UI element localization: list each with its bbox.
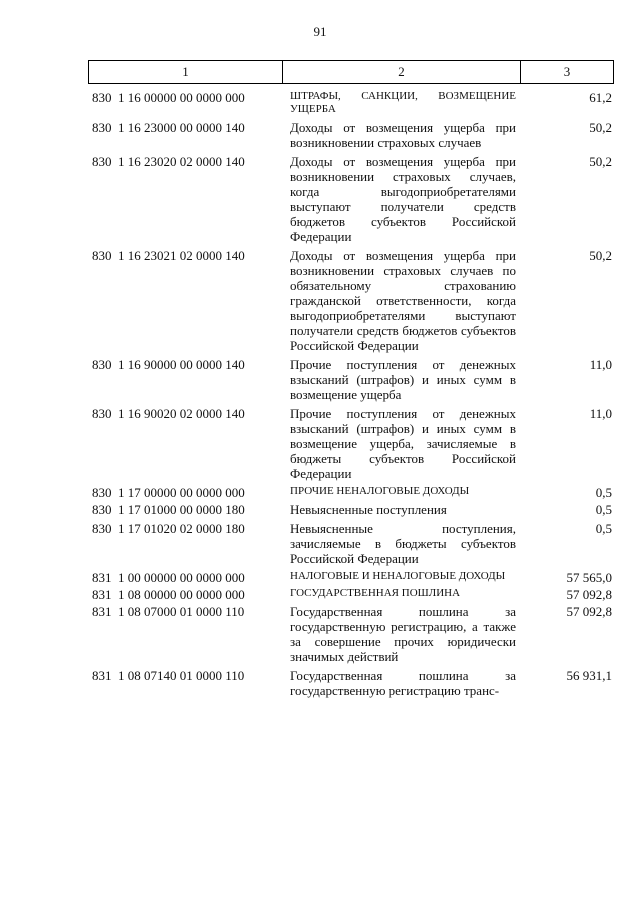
budget-code: 830 1 16 23020 02 0000 140 xyxy=(92,154,245,169)
amount: 50,2 xyxy=(589,248,612,263)
revenue-name: Доходы от возмещения ущерба при возникновении страховых случаев, когда выгодоприобретателями выступают получатели средств бюджетов субъектов Российской Федерации xyxy=(290,154,516,244)
revenue-name: Прочие поступления от денежных взысканий (штрафов) и иных сумм в возмещение ущерба xyxy=(290,357,516,402)
amount: 57 565,0 xyxy=(566,570,612,585)
budget-code: 830 1 16 90020 02 0000 140 xyxy=(92,406,245,421)
budget-code: 830 1 16 23021 02 0000 140 xyxy=(92,248,245,263)
table-row xyxy=(88,604,614,664)
revenue-name: ПРОЧИЕ НЕНАЛОГОВЫЕ ДОХОДЫ xyxy=(290,485,470,497)
revenue-name: НАЛОГОВЫЕ И НЕНАЛОГОВЫЕ ДОХОДЫ xyxy=(290,570,506,582)
amount: 56 931,1 xyxy=(566,668,612,683)
revenue-name: ШТРАФЫ, САНКЦИИ, ВОЗМЕЩЕНИЕ УЩЕРБА xyxy=(290,90,516,115)
table-row xyxy=(88,154,614,244)
table-header xyxy=(88,60,614,84)
revenue-name: Невыясненные поступления, зачисляемые в бюджеты субъектов Российской Федерации xyxy=(290,521,516,566)
table-row xyxy=(88,90,614,116)
table-row xyxy=(88,570,614,583)
budget-code: 831 1 08 07140 01 0000 110 xyxy=(92,668,245,683)
table-row xyxy=(88,668,614,698)
revenue-name: Доходы от возмещения ущерба при возникновении страховых случаев по обязательному страхованию гражданской ответственности, когда выгодоприобретателями выступают получатели средств бюджетов субъектов Российской Федерации xyxy=(290,248,516,353)
budget-code: 830 1 17 00000 00 0000 000 xyxy=(92,485,245,500)
revenue-name: Государственная пошлина за государственную регистрацию транс- xyxy=(290,668,516,698)
header-col-3: 3 xyxy=(563,64,571,79)
amount: 0,5 xyxy=(595,521,612,536)
budget-code: 830 1 17 01000 00 0000 180 xyxy=(92,502,245,517)
revenue-table xyxy=(88,60,614,698)
table-row xyxy=(88,248,614,353)
table-body xyxy=(88,90,614,698)
revenue-name: Невыясненные поступления xyxy=(290,502,447,517)
table-row xyxy=(88,587,614,600)
table-row xyxy=(88,406,614,481)
amount: 61,2 xyxy=(589,90,612,105)
table-row xyxy=(88,521,614,566)
revenue-name: Государственная пошлина за государственную регистрацию, а также за совершение прочих юридически значимых действий xyxy=(290,604,516,664)
budget-code: 830 1 16 00000 00 0000 000 xyxy=(92,90,245,105)
revenue-name: Прочие поступления от денежных взысканий (штрафов) и иных сумм в возмещение ущерба, зачисляемые в бюджеты субъектов Российской Федерации xyxy=(290,406,516,481)
budget-code: 831 1 00 00000 00 0000 000 xyxy=(92,570,245,585)
budget-code: 830 1 16 23000 00 0000 140 xyxy=(92,120,245,135)
amount: 0,5 xyxy=(595,485,612,500)
table-row xyxy=(88,502,614,517)
header-col-2: 2 xyxy=(283,61,521,83)
amount: 50,2 xyxy=(589,120,612,135)
revenue-name: ГОСУДАРСТВЕННАЯ ПОШЛИНА xyxy=(290,587,461,599)
budget-code: 830 1 17 01020 02 0000 180 xyxy=(92,521,245,536)
amount: 57 092,8 xyxy=(566,604,612,619)
revenue-name: Доходы от возмещения ущерба при возникновении страховых случаев xyxy=(290,120,516,150)
header-col-1: 1 xyxy=(89,61,283,83)
amount: 0,5 xyxy=(595,502,612,517)
table-row xyxy=(88,485,614,498)
table-row xyxy=(88,120,614,150)
amount: 11,0 xyxy=(589,406,612,421)
budget-code: 830 1 16 90000 00 0000 140 xyxy=(92,357,245,372)
budget-code: 831 1 08 00000 00 0000 000 xyxy=(92,587,245,602)
amount: 50,2 xyxy=(589,154,612,169)
amount: 57 092,8 xyxy=(566,587,612,602)
budget-code: 831 1 08 07000 01 0000 110 xyxy=(92,604,245,619)
amount: 11,0 xyxy=(589,357,612,372)
table-row xyxy=(88,357,614,402)
page-number: 91 xyxy=(313,24,327,39)
